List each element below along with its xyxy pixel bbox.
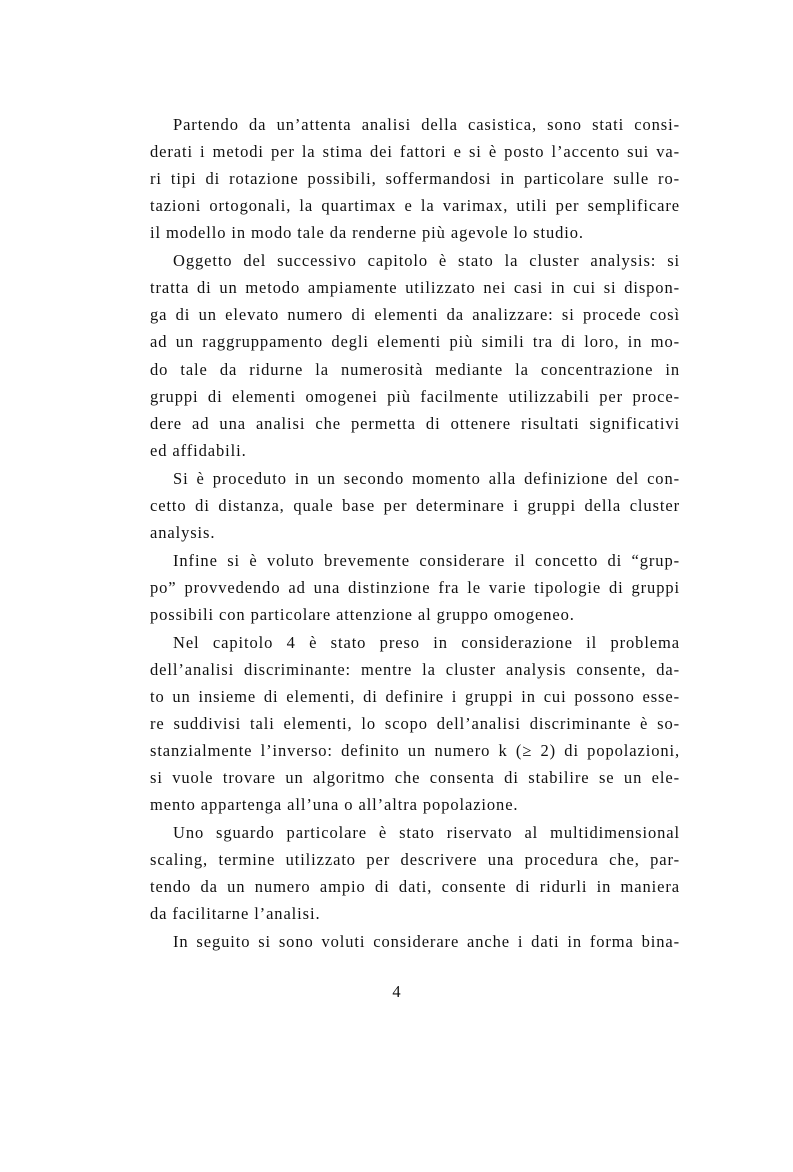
text-line: Nel capitolo 4 è stato preso in considerazione il problema <box>173 633 680 652</box>
text-line: dell’analisi discriminante: mentre la cluster analysis consente, da- <box>150 660 680 679</box>
text-line: ed affidabili. <box>150 441 247 460</box>
text-line: tratta di un metodo ampiamente utilizzato nei casi in cui si dispon- <box>150 278 680 297</box>
text-line: si vuole trovare un algoritmo che consenta di stabilire se un ele- <box>150 768 680 787</box>
text-line: Si è proceduto in un secondo momento alla definizione del con- <box>173 469 680 488</box>
text-line: Uno sguardo particolare è stato riservato al multidimensional <box>173 823 680 842</box>
text-line: tazioni ortogonali, la quartimax e la varimax, utili per semplificare <box>150 196 680 215</box>
text-line: do tale da ridurne la numerosità mediante la concentrazione in <box>150 360 680 379</box>
text-line: stanzialmente l’inverso: definito un numero k (≥ 2) di popolazioni, <box>150 741 680 760</box>
text-line: mento appartenga all’una o all’altra popolazione. <box>150 795 519 814</box>
text-line: po” provvedendo ad una distinzione fra le varie tipologie di gruppi <box>150 578 680 597</box>
text-line: In seguito si sono voluti considerare anche i dati in forma bina- <box>173 932 680 951</box>
text-line: tendo da un numero ampio di dati, consente di ridurli in maniera <box>150 877 680 896</box>
text-line: dere ad una analisi che permetta di ottenere risultati significativi <box>150 414 680 433</box>
text-line: da facilitarne l’analisi. <box>150 904 321 923</box>
text-line: re suddivisi tali elementi, lo scopo dell’analisi discriminante è so- <box>150 714 680 733</box>
text-line: Oggetto del successivo capitolo è stato la cluster analysis: si <box>173 251 680 270</box>
text-line: Infine si è voluto brevemente considerare il concetto di “grup- <box>173 551 680 570</box>
text-line: gruppi di elementi omogenei più facilmente utilizzabili per proce- <box>150 387 680 406</box>
text-line: scaling, termine utilizzato per descrivere una procedura che, par- <box>150 850 680 869</box>
page-number: 4 <box>392 982 401 1001</box>
text-line: il modello in modo tale da renderne più agevole lo studio. <box>150 223 584 242</box>
text-line: Partendo da un’attenta analisi della casistica, sono stati consi- <box>173 115 680 134</box>
text-line: ga di un elevato numero di elementi da analizzare: si procede così <box>150 305 680 324</box>
text-line: ad un raggruppamento degli elementi più simili tra di loro, in mo- <box>150 332 680 351</box>
text-line: ri tipi di rotazione possibili, soffermandosi in particolare sulle ro- <box>150 169 680 188</box>
text-line: cetto di distanza, quale base per determinare i gruppi della cluster <box>150 496 680 515</box>
text-line: derati i metodi per la stima dei fattori e si è posto l’accento sui va- <box>150 142 680 161</box>
text-line: analysis. <box>150 523 216 542</box>
text-line: possibili con particolare attenzione al gruppo omogeneo. <box>150 605 575 624</box>
text-line: to un insieme di elementi, di definire i gruppi in cui possono esse- <box>150 687 680 706</box>
